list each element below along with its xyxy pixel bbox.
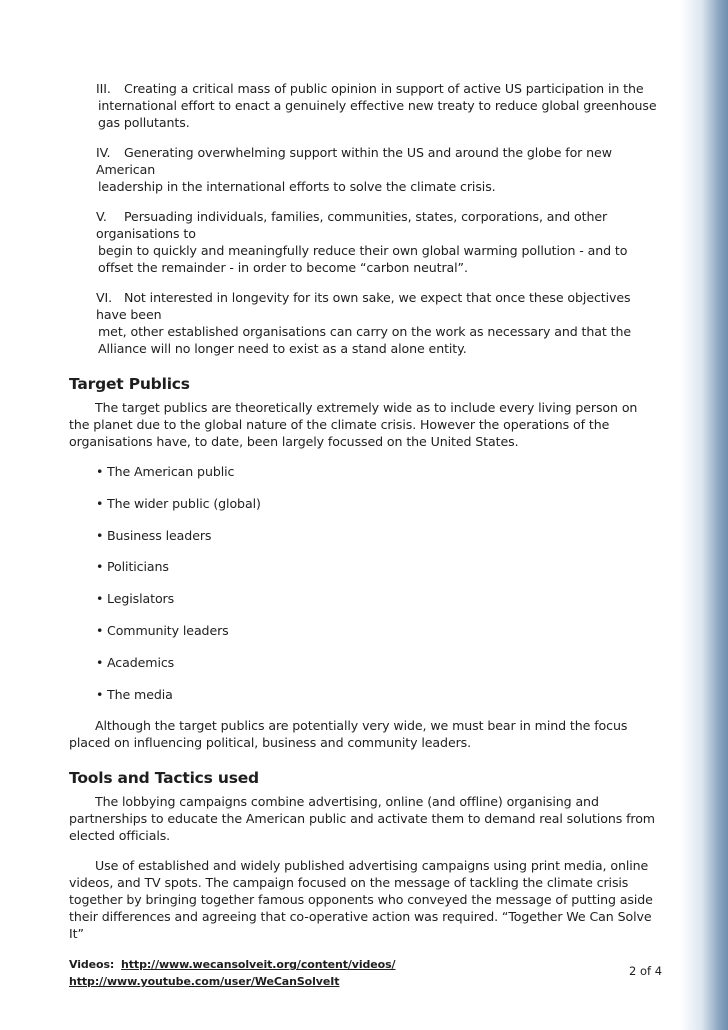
objective-number: VI. xyxy=(96,290,113,305)
bullet-icon: • xyxy=(96,559,104,575)
objective-number: IV. xyxy=(96,145,111,160)
objective-text-first: Persuading individuals, families, communities, states, corporations, and other organisations to xyxy=(96,209,608,241)
objective-number: III. xyxy=(96,81,111,96)
tools-paragraph-2: Use of established and widely published advertising campaigns using print media, online videos, and TV spots. The campaign focused on the message of tackling the climate crisis together by bringing together famous opponents who conveyed the message of putting aside their differences and agreeing that co-operative action was required. “Together We Can Solve It” xyxy=(69,858,653,942)
target-publics-heading: Target Publics xyxy=(69,375,190,393)
objective-text-rest: international effort to enact a genuinely effective new treaty to reduce global greenhouse gas pollutants. xyxy=(98,98,657,130)
videos-line xyxy=(69,956,661,990)
list-item xyxy=(69,654,661,686)
target-publics-intro: The target publics are theoretically extremely wide as to include every living person on the planet due to the global nature of the climate crisis. However the operations of the organisations have, to date, been largely focussed on the United States. xyxy=(69,400,638,449)
tools-paragraph-1: The lobbying campaigns combine advertising, online (and offline) organising and partnerships to educate the American public and activate them to demand real solutions from elected officials. xyxy=(69,794,655,844)
bullet-icon: • xyxy=(96,591,104,607)
list-item-label: The media xyxy=(107,686,173,702)
objective-item xyxy=(69,80,661,131)
list-item xyxy=(69,686,661,718)
wecansolveit-videos-link[interactable]: http://www.wecansolveit.org/content/videos/ xyxy=(121,958,396,972)
list-item-label: The wider public (global) xyxy=(107,495,261,511)
page-number: 2 of 4 xyxy=(629,964,663,978)
list-item-label: The American public xyxy=(107,464,235,479)
objective-item xyxy=(69,208,661,276)
objective-text-rest: begin to quickly and meaningfully reduce their own global warming pollution - and to offset the remainder - in order to become “carbon neutral”. xyxy=(98,243,628,275)
objective-number: V. xyxy=(96,209,107,224)
videos-label: Videos: xyxy=(69,958,115,972)
list-item xyxy=(69,527,661,559)
list-item xyxy=(69,495,661,527)
objective-item xyxy=(69,289,661,357)
list-item-label: Legislators xyxy=(107,591,175,607)
bullet-icon: • xyxy=(96,654,104,670)
list-item-label: Academics xyxy=(107,654,175,670)
list-item xyxy=(69,622,661,654)
youtube-channel-link[interactable]: http://www.youtube.com/user/WeCanSolveIt xyxy=(69,975,340,989)
bullet-icon: • xyxy=(96,464,104,479)
objectives-list xyxy=(69,80,661,357)
target-publics-closing: Although the target publics are potentially very wide, we must bear in mind the focus placed on influencing political, business and community leaders. xyxy=(69,718,628,751)
bullet-icon: • xyxy=(96,686,104,702)
list-item xyxy=(69,463,661,495)
list-item-label: Community leaders xyxy=(107,622,229,638)
page-edge-gradient xyxy=(680,0,728,1030)
objective-text-first: Creating a critical mass of public opinion in support of active US participation in the xyxy=(124,81,644,96)
bullet-icon: • xyxy=(96,495,104,511)
objective-text-rest: leadership in the international efforts to solve the climate crisis. xyxy=(98,179,496,194)
list-item-label: Business leaders xyxy=(107,527,212,543)
tools-heading: Tools and Tactics used xyxy=(69,769,259,788)
list-item xyxy=(69,558,661,590)
objective-item xyxy=(69,144,661,195)
objective-text-first: Generating overwhelming support within the US and around the globe for new American xyxy=(96,145,612,177)
bullet-icon: • xyxy=(96,622,104,638)
objective-text-rest: met, other established organisations can carry on the work as necessary and that the Alliance will no longer need to exist as a stand alone entity. xyxy=(98,324,631,356)
list-item-label: Politicians xyxy=(107,559,169,575)
document-page xyxy=(69,80,661,990)
bullet-icon: • xyxy=(96,527,104,543)
objective-text-first: Not interested in longevity for its own sake, we expect that once these objectives have been xyxy=(96,290,631,322)
list-item xyxy=(69,590,661,622)
target-publics-list xyxy=(69,463,661,717)
